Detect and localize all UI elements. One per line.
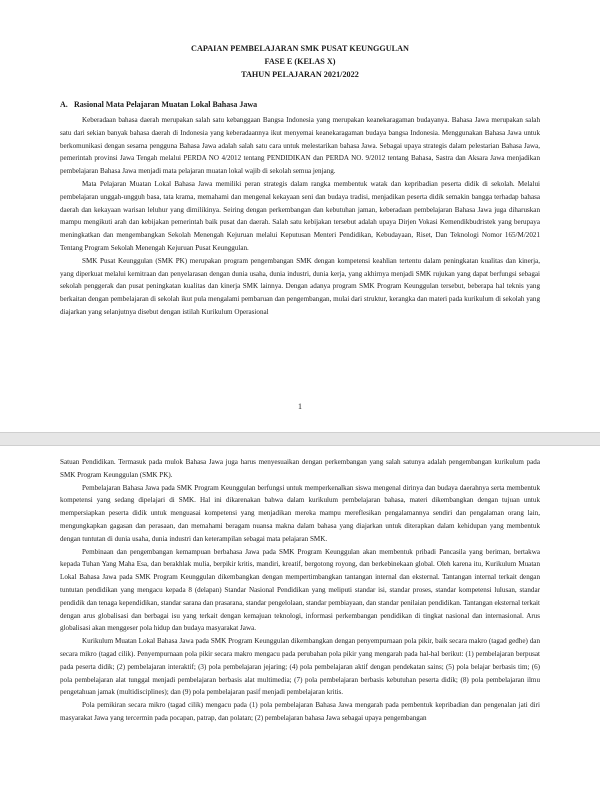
paragraph: Pembelajaran Bahasa Jawa pada SMK Program Keunggulan berfungsi untuk memperkenalkan siswa mengenal dirinya dan budaya daerahnya serta membentuk kompetensi yang sedang dipelajari di SMK. Hal ini dikarenakan bahwa dalam kurikulum pembelajaran bahasa, materi dikembangkan dengan tujuan untuk mempersiapkan peserta didik untuk menguasai kompetensi yang menjadikan mereka mampu mereflesikan pengalamannya sendiri dan pengalaman orang lain, mengungkapkan gagasan dan perasaan, dan memahami beragam nuansa makna dalam bahasa yang diajarkan untuk diterapkan dalam kehidupan yang membentuk dengan tuntutan di dunia usaha, dunia industri dan keterampilan sebagai mata pelajaran SMK. [60, 483, 540, 543]
title-line-2: FASE E (KELAS X) [264, 57, 336, 66]
paragraph: Kurikulum Muatan Lokal Bahasa Jawa pada SMK Program Keunggulan dikembangkan dengan penyempurnaan pola pikir, baik secara makro (tagad gedhe) dan secara mikro (tagad cilik). Penyempurnaan pola pikir secara makro mengacu pada perubahan pola pikir yang mengarah pada hal-hal berikut: (1) pembelajaran berpusat pada peserta didik; (2) pembelajaran interaktif; (3) pola pembelajaran jejaring; (4) pola pembelajaran aktif dengan pendekatan sains; (5) pola belajar berbasis tim; (6) pola pembelajaran alat tunggal menjadi pembelajaran berbasis alat multimedia; (7) pola pembelajaran berbasis kebutuhan peserta didik; (8) pola pembelajaran ilmu pengetahuan jamak (multidisciplines); dan (9) pola pembelajaran pasif menjadi pembelajaran kritis. [60, 637, 540, 697]
title-line-1: CAPAIAN PEMBELAJARAN SMK PUSAT KEUNGGULAN [191, 44, 409, 53]
page-one-content [60, 42, 540, 319]
paragraph: Mata Pelajaran Muatan Lokal Bahasa Jawa memiliki peran strategis dalam rangka membentuk watak dan kepribadian peserta didik di sekolah. Melalui pembelajaran unggah-ungguh basa, tata krama, memahami dan mengenal kekayaan seni dan budaya tradisi, menjadikan peserta didik semakin bangga terhadap bahasa daerah dan kekayaan warisan leluhur yang dimilikinya. Seiring dengan perkembangan dan kebutuhan jaman, keberadaan pembelajaran Bahasa Jawa juga diharuskan mampu mengikuti arah dan kebijakan pemerintah baik pusat dan daerah. Salah satu kebijakan tersebut adalah upaya Dirjen Vokasi Kemendikbudristek yang berupaya meningkatkan dan mengembangkan Sekolah Menengah Kejuruan melalui Keputusan Menteri Pendidikan, Kebudayaan, Riset, Dan Teknologi Nomor 165/M/2021 Tentang Program Sekolah Menengah Kejuruan Pusat Keunggulan. [60, 179, 540, 252]
paragraph: Keberadaan bahasa daerah merupakan salah satu kebanggaan Bangsa Indonesia yang merupakan keanekaragaman budayanya. Bahasa Jawa merupakan salah satu dari sekian banyak bahasa daerah di Indonesia yang keberadaannya ikut menyemai keanekaragaman budaya bangsa Indonesia. Menggunakan Bahasa Jawa untuk berkomunikasi dengan sesama pengguna Bahasa Jawa adalah salah satu cara untuk melestarikan bahasa Jawa. Sebagai upaya strategis dalam pelestarian Bahasa Jawa, pemerintah provinsi Jawa Tengah melalui PERDA NO 4/2012 tentang PENDIDIKAN dan PERDA NO. 9/2012 tentang Bahasa, Sastra dan Aksara Jawa menjadikan pembelajaran Bahasa Jawa menjadi mata pelajaran muatan lokal wajib di sekolah semua jenjang. [60, 116, 540, 176]
section-heading-text: Rasional Mata Pelajaran Muatan Lokal Bahasa Jawa [74, 100, 258, 109]
section-number: A. [60, 100, 68, 109]
paragraph: SMK Pusat Keunggulan (SMK PK) merupakan program pengembangan SMK dengan kompetensi keahlian tertentu dalam peningkatan kualitas dan kinerja, yang diperkuat melalui kemitraan dan penyelarasan dengan dunia usaha, dunia industri, dunia kerja, yang akhirnya menjadi SMK rujukan yang dapat berfungsi sebagai sekolah penggerak dan pusat peningkatan kualitas dan kinerja SMK lainnya. Dengan adanya program SMK Program Keunggulan tersebut, beberapa hal teknis yang berkaitan dengan pembelajaran di sekolah ikut pula mengalami pembaruan dan pengembangan, mulai dari struktur, kerangka dan materi pada kurikulum di sekolah yang diajarkan yang selanjutnya disebut dengan istilah Kurikulum Operasional [60, 256, 540, 316]
page-number: 1 [298, 402, 302, 411]
document-title [60, 42, 540, 81]
page-two [0, 444, 600, 800]
paragraph: Satuan Pendidikan. Termasuk pada mulok Bahasa Jawa juga harus menyesuaikan dengan perkembangan yang salah satunya adalah pengembangan kurikulum pada SMK Program Keunggulan (SMK PK). [60, 458, 540, 479]
paragraph: Pola pemikiran secara mikro (tagad cilik) mengacu pada (1) pola pembelajaran Bahasa Jawa mengarah pada pembentuk kepribadian dan pengenalan jati diri masyarakat Jawa yang tercermin pada pocapan, patrap, dan polatan; (2) pembelajaran bahasa Jawa sebagai upaya pengembangan [60, 701, 540, 722]
title-line-3: TAHUN PELAJARAN 2021/2022 [241, 70, 359, 79]
page-two-content [60, 456, 540, 800]
page-one-body [60, 114, 540, 319]
section-heading [60, 99, 540, 111]
paragraph: Pembinaan dan pengembangan kemampuan berbahasa Jawa pada SMK Program Keunggulan akan membentuk pribadi Pancasila yang beriman, bertakwa kepada Tuhan Yang Maha Esa, dan berakhlak mulia, berpikir kritis, mandiri, kreatif, bergotong royong, dan berkebinekaan global. Oleh karena itu, Kurikulum Muatan Lokal Bahasa Jawa pada SMK Program Keunggulan dikembangkan dengan mempertimbangkan tantangan internal dan eksternal. Tantangan internal terkait dengan tuntutan pendidikan yang mengacu kepada 8 (delapan) Standar Nasional Pendidikan yang meliputi standar isi, standar proses, standar kompetensi lulusan, standar pendidik dan tenaga kependidikan, standar sarana dan prasarana, standar pengelolaan, standar pembiayaan, dan standar penilaian pendidikan. Tantangan eksternal terkait dengan arus globalisasi dan berbagai isu yang terkait dengan kemajuan teknologi, informasi perkembangan pendidikan di tingkat nasional dan internasional. Arus globalisasi akan menggeser pola hidup dan budaya masyarakat Jawa. [60, 547, 540, 633]
